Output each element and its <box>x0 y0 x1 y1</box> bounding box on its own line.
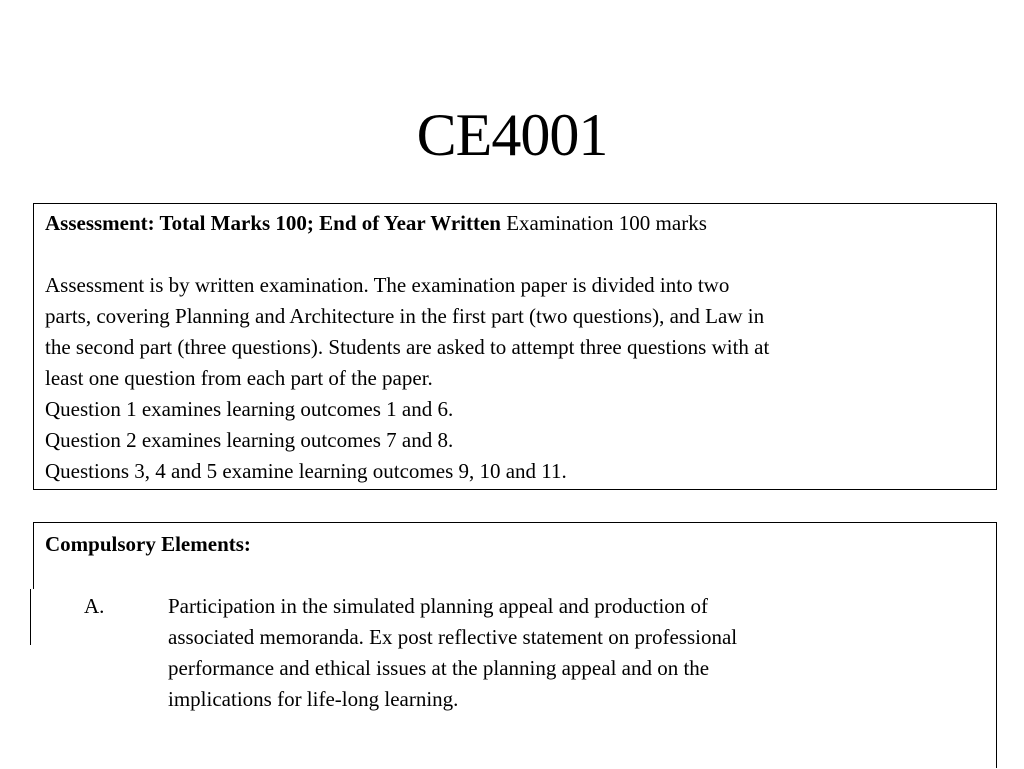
assessment-heading-rest: Examination 100 marks <box>500 211 707 235</box>
assessment-line: the second part (three questions). Students are asked to attempt three questions with at <box>45 335 770 359</box>
compulsory-heading: Compulsory Elements: <box>45 532 251 556</box>
item-line: performance and ethical issues at the planning appeal and on the <box>168 656 710 680</box>
slide-title: CE4001 <box>416 102 608 168</box>
assessment-line: Question 1 examines learning outcomes 1 and 6. <box>45 397 454 421</box>
blank-line <box>45 239 986 270</box>
item-letter: A. <box>84 594 105 618</box>
assessment-line: least one question from each part of the paper. <box>45 366 433 390</box>
item-line: associated memoranda. Ex post reflective statement on professional <box>168 625 738 649</box>
assessment-heading <box>45 208 986 239</box>
compulsory-elements-box <box>33 522 997 768</box>
assessment-box <box>33 203 997 490</box>
assessment-line: Question 2 examines learning outcomes 7 and 8. <box>45 428 454 452</box>
item-line: Participation in the simulated planning appeal and production of <box>168 594 709 618</box>
border-gap <box>32 589 36 769</box>
border-stub <box>30 589 31 645</box>
assessment-line: Assessment is by written examination. The examination paper is divided into two <box>45 273 730 297</box>
assessment-line: Questions 3, 4 and 5 examine learning outcomes 9, 10 and 11. <box>45 459 567 483</box>
assessment-heading-bold: Assessment: Total Marks 100; End of Year Written <box>45 211 501 235</box>
assessment-line: parts, covering Planning and Architecture in the first part (two questions), and Law in <box>45 304 765 328</box>
item-text <box>168 591 948 715</box>
item-line: implications for life-long learning. <box>168 687 459 711</box>
